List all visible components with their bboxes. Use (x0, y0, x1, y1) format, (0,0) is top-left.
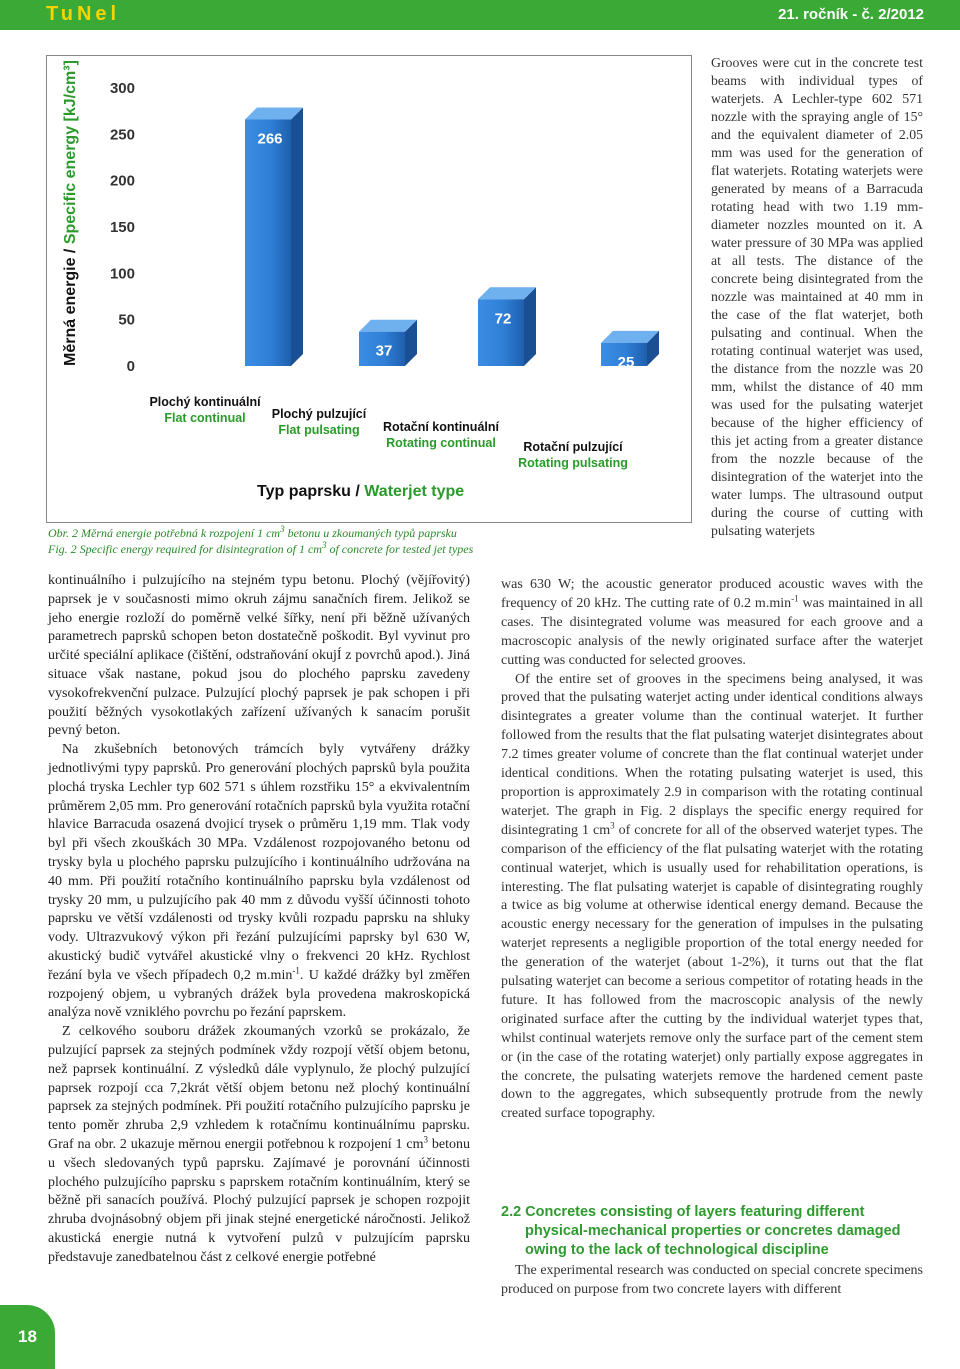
bar-3 (478, 287, 536, 366)
bar-value-label: 25 (617, 353, 635, 371)
x-axis-label-cz: Typ paprsku / (257, 483, 365, 500)
category-label-cz: Rotační pulzující (523, 440, 623, 454)
bar-side (524, 287, 536, 366)
english-paragraph-2: Of the entire set of grooves in the specimens being analysed, it was proved that the pulsating waterjet acting under identical conditions always disintegrates a greater volume than the continual waterjet. It further followed from the results that the flat pulsating waterjet disintegrates about 7.2 times greater volume of concrete than the flat continual waterjet under identical conditions. When the rotating pulsating waterjet is used, this proportion is approximately 2.9 in comparison with the rotating continual waterjet. The graph in Fig. 2 displays the specific energy required for disintegrating 1 $cm^3$ of concrete for all of the observed waterjet types. The comparison of the efficiency of the flat pulsating waterjet with the rotating continual waterjet, which is usually used for rehabilitation operations, is interesting. The flat pulsating waterjet is capable of disintegrating roughly a twice as big volume at otherwise identical energy demand. Because the acoustic energy necessary for the generation of impulses in the pulsating waterjet represents a negligible proportion of the total energy needed for the generation of the waterjet (about 1-2%), it turns out that the flat pulsating waterjet can become a serious competitor of rotating heads in the future. It has followed from the macroscopic analysis of the newly originated surface after the cutting by the individual waterjet types that, whilst continual waterjets remove only the surface part of the cement stem or (in the case of the rotating waterjet) only partially expose aggregates in the concrete, the pulsating waterjets remove the hardened cement paste down to the aggregates, which subsequently protrude from the newly created surface topography. (501, 671, 923, 1122)
bar-2 (359, 320, 417, 366)
caption-cz: Obr. 2 Měrná energie potřebná k rozpojení 1 $cm^3$ betonu u zkoumaných typů paprsku (48, 524, 457, 540)
y-tick-label: 50 (118, 311, 135, 329)
y-tick-label: 150 (109, 219, 135, 236)
bar-front (245, 120, 291, 366)
specific-energy-chart (47, 56, 691, 522)
section-heading-line-2: physical-mechanical properties or concretes damaged (525, 1223, 901, 1239)
czech-paragraph-2: Na zkušebních betonových trámcích byly vytvářeny drážky jednotlivými typy paprsků. Pro generování plochých paprsků byla použita plochá tryska Lechler typ 602 571 s úhlem rozstřiku 15° a ekvivalentním průměrem 2,05 mm. Pro generování rotačních paprsků byla využita rotační hlavice Barracuda osazená dvojicí trysek o průměru 1,19 mm. Tlak vody byl při všech zkouškách 30 MPa. Vzdálenost rozpojovaného betonu od trysky byla u plochého paprsku pulzujícího i kontinuálního udržována na 40 mm. Při použití rotačního kontinuálního paprsku byla vzdálenost od trysky 20 mm, u pulzujícího pak 40 mm z důvodu vyšší účinnosti tohoto paprsku ve větší vzdálenosti od trysky kvůli rozpadu paprsku na shluky vody. Ultrazvukový výkon při řezání pulzujícími paprsky byl 630 W, akustický budič vytvářel akustické vlny o frekvenci 20 kHz. Rychlost řezání byla ve všech případech 0,2 $m.\min^{-1}$. U každé drážky byl změřen rozpojený objem, u vybraných drážek byla provedena makroskopická analýza nově vzniklého povrchu po řezání paprskem. (48, 742, 471, 1021)
english-text-top: Grooves were cut in the concrete test beams with individual types of waterjets. A Lechler-type 602 571 nozzle with the spraying angle of 15° and the equivalent diameter of 2.05 mm was used for the generation of flat waterjets. Rotating waterjets were generated by means of a Barracuda rotating head with two 1.19 mm-diameter nozzles mounted on it. A water pressure of 30 MPa was applied at all tests. The distance of the concrete being disintegrated from the nozzle was maintained at 40 mm in the case of the flat waterjet, both pulsating and continual. When the rotating continual waterjet was used, the distance from the nozzle was 20 mm, whilst the distance of 40 mm was used for the pulsating waterjet because of the higher efficiency of this jet acting from a greater distance from the nozzle because of the disintegration of the waterjet into the water lumps. The ultrasound output during the course of cutting with pulsating waterjets (711, 55, 923, 538)
bar-value-label: 266 (257, 130, 283, 148)
category-label-en: Rotating pulsating (518, 456, 628, 470)
english-paragraph-1: was 630 W; the acoustic generator produced acoustic waves with the frequency of 20 kHz. The cutting rate of 0.2 $m.\min^{-1}$ was maintained in all cases. The disintegrated volume was measured for each groove and a macroscopic analysis of the newly originated surface after the waterjet cutting was conducted for selected grooves. (501, 577, 923, 668)
category-label-en: Flat pulsating (278, 423, 360, 437)
czech-paragraph-3: Z celkového souboru drážek zkoumaných vzorků se prokázalo, že pulzující paprsek za stejných podmínek vždy rozpojí větší objem betonu, než paprsek kontinuální. Z výsledků dále vyplynulo, že plochý pulzující paprsek rozpojí cca 7,2krát větší objem betonu než plochý kontinuální paprsek za stejných podmínek. Při použití rotačního pulzujícího paprsku je tento poměr zhruba 2,9 vzhledem k rotačnímu kontinuálnímu paprsku. Graf na obr. 2 ukazuje měrnou energii potřebnou k rozpojení 1 $cm^3$ betonu u všech sledovaných typů paprsku. Zajímavé je porovnání účinnosti plochého pulzujícího paprsku s paprskem rotačním kontinuálním, který se běžně při sanacích používá. Plochý pulzující paprsek je schopen rozpojit zhruba dvojnásobný objem při jinak stejné energetické náročnosti. Jelikož akustická energie nutná k vytvoření pulzů v pulzujícím paprsku představuje zanedbatelnou část z celkové energie potřebné (48, 1024, 470, 1265)
bar-value-label: 37 (375, 342, 393, 360)
section-paragraph: The experimental research was conducted on special concrete specimens produced on purpose from two concrete layers with different (501, 1263, 923, 1297)
bar-side (291, 108, 303, 366)
category-label-cz: Plochý pulzující (271, 407, 367, 421)
category-label-en: Flat continual (164, 411, 246, 425)
english-column (501, 576, 923, 1124)
x-axis-label (257, 483, 464, 500)
y-axis-label-cz: Měrná energie / (62, 244, 79, 366)
page-header (0, 0, 960, 30)
y-tick-label: 0 (126, 358, 135, 375)
bar-1 (245, 108, 303, 366)
y-tick-label: 300 (109, 80, 135, 97)
section-text (501, 1262, 923, 1300)
bar-value-label: 72 (494, 310, 512, 328)
section-heading (501, 1203, 931, 1260)
category-label-en: Rotating continual (386, 436, 496, 450)
category-label-cz: Rotační kontinuální (383, 420, 499, 434)
section-heading-line-3: owing to the lack of technological discipline (525, 1242, 829, 1258)
caption-en: Fig. 2 Specific energy required for disintegration of 1 $cm^3$ of concrete for tested jet types (48, 540, 474, 556)
tunel-logo: TuNel (46, 3, 121, 25)
category-label-cz: Plochý kontinuální (149, 395, 261, 409)
section-heading-line-1: 2.2 Concretes consisting of layers featuring different (501, 1204, 865, 1220)
y-axis-label-en: Specific energy [kJ/cm³] (62, 60, 79, 245)
y-axis-label (62, 60, 79, 366)
issue-label: 21. ročník - č. 2/2012 (778, 6, 924, 23)
page-number: 18 (18, 1327, 37, 1346)
figure-2 (46, 55, 692, 523)
y-tick-label: 250 (109, 126, 135, 144)
y-tick-label: 100 (109, 265, 135, 283)
czech-paragraph-1: kontinuálního i pulzujícího na stejném typu betonu. Plochý (vějířovitý) paprsek je v současnosti mimo okruh zájmu sanačních firem. Jelikož se jeho energie rozloží do poměrně velké šířky, není při běžně užívaných parametrech paprsků schopen beton dostatečně poškodit. Byl vyvinut pro určité speciální aplikace (čištění, odstraňování okujÍ z povrchů apod.). Jiná situace však nastane, pokud jsou do plochého paprsku zavedeny vysokofrekvenční pulzace. Pulzující plochý paprsek je pak schopen i při použití běžných vysokotlakých zařízení užívaných k sanacím porušit pevný beton. (48, 573, 470, 739)
y-tick-label: 200 (109, 172, 135, 190)
bar-4 (601, 331, 659, 371)
czech-column (48, 572, 470, 1267)
x-axis-label-en: Waterjet type (364, 483, 465, 500)
